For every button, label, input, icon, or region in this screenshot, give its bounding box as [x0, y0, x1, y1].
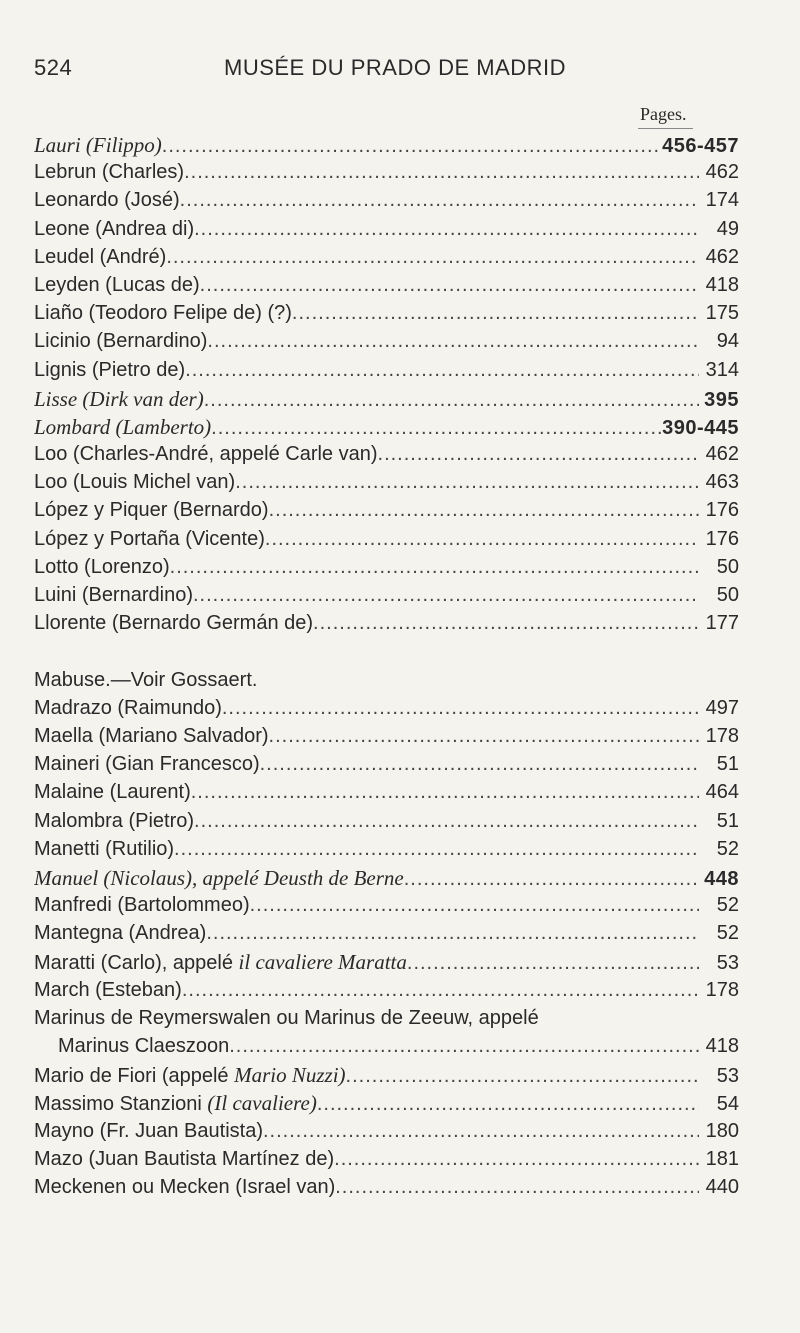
- page-number: 524: [34, 55, 73, 80]
- entry-name: Lotto (Lorenzo): [34, 555, 170, 578]
- index-entry: [34, 781, 739, 809]
- entry-name: [34, 1091, 317, 1116]
- index-entry: [34, 894, 739, 922]
- leader-dots: [407, 952, 699, 975]
- leader-dots: [180, 189, 699, 212]
- leader-dots: [378, 443, 699, 466]
- index-entry: [34, 443, 739, 471]
- entry-page: 314: [705, 358, 739, 381]
- entry-name: Manetti (Rutilio): [34, 837, 175, 860]
- entry-name: [34, 1063, 346, 1088]
- entry-name: Lisse (Dirk van der): [34, 386, 204, 411]
- entry-page: 94: [716, 330, 739, 353]
- entry-name: Maella (Mariano Salvador): [34, 724, 269, 747]
- entry-page: 181: [705, 1147, 739, 1170]
- entry-page: 50: [716, 584, 739, 606]
- entry-name: Maineri (Gian Francesco): [34, 753, 260, 776]
- index-entry: [34, 246, 739, 274]
- entry-page: 462: [705, 161, 739, 184]
- entry-page: 440: [705, 1175, 739, 1198]
- entry-page: 174: [705, 189, 739, 212]
- index-entry: [34, 161, 739, 189]
- leader-dots: [250, 894, 699, 917]
- entry-page: 390-445: [662, 416, 739, 439]
- leader-dots: [269, 725, 699, 748]
- index-entry: [34, 415, 739, 443]
- leader-dots: [313, 612, 699, 635]
- leader-dots: [235, 471, 699, 494]
- entry-name: Leudel (André): [34, 245, 167, 268]
- entry-name: Leone (Andrea di): [34, 217, 195, 240]
- leader-dots: [162, 135, 662, 158]
- entry-name-plain: Massimo Stanzioni: [34, 1093, 208, 1116]
- entry-page: 462: [705, 245, 739, 268]
- entry-name-italic: Mario Nuzzi): [234, 1063, 346, 1088]
- index-entry: [34, 189, 739, 217]
- leader-dots: [346, 1065, 699, 1088]
- entry-name: Leyden (Lucas de): [34, 273, 200, 296]
- index-entry: [34, 725, 739, 753]
- index-entry: [34, 330, 739, 358]
- leader-dots: [166, 246, 699, 269]
- index-entry: [34, 753, 739, 781]
- entry-page: 50: [716, 555, 739, 578]
- leader-dots: [207, 330, 699, 353]
- index-entry: [34, 387, 739, 415]
- index-entry: [34, 950, 739, 978]
- index-entry: [34, 359, 739, 387]
- index-entry-continuation: [34, 1035, 739, 1063]
- entry-name: Manuel (Nicolaus), appelé Deusth de Berne: [34, 865, 404, 890]
- leader-dots: [404, 868, 699, 891]
- leader-dots: [191, 781, 699, 804]
- entry-page: 464: [705, 781, 739, 804]
- index-entry: [34, 1091, 739, 1119]
- leader-dots: [194, 810, 699, 833]
- cross-reference-text: Mabuse.—Voir Gossaert.: [34, 668, 258, 691]
- entry-name: Llorente (Bernardo Germán de): [34, 612, 314, 635]
- index-entries: [34, 133, 739, 1204]
- entry-name: Lignis (Pietro de): [34, 358, 186, 381]
- page-header: [34, 55, 764, 95]
- entry-page: 54: [716, 1093, 739, 1116]
- entry-name: Loo (Charles-André, appelé Carle van): [34, 443, 378, 466]
- entry-page: 463: [705, 471, 739, 494]
- entry-page: 462: [705, 443, 739, 466]
- index-entry: [34, 1148, 739, 1176]
- entry-name: Malaine (Laurent): [34, 781, 191, 804]
- entry-page: 177: [705, 612, 739, 635]
- leader-dots: [269, 499, 699, 522]
- leader-dots: [182, 979, 699, 1002]
- entry-name: Loo (Louis Michel van): [34, 471, 236, 494]
- entry-page: 53: [716, 1065, 739, 1088]
- entry-name: Leonardo (José): [34, 189, 180, 212]
- entry-name: Madrazo (Raimundo): [34, 696, 222, 719]
- index-entry: [34, 302, 739, 330]
- leader-dots: [184, 161, 699, 184]
- leader-dots: [260, 753, 699, 776]
- entry-name: March (Esteban): [34, 978, 182, 1001]
- entry-page: 448: [704, 867, 739, 890]
- index-entry: [34, 528, 739, 556]
- index-entry: [34, 1176, 739, 1204]
- entry-page: 178: [705, 978, 739, 1001]
- leader-dots: [193, 584, 699, 607]
- entry-name: Malombra (Pietro): [34, 809, 195, 832]
- leader-dots: [170, 556, 699, 579]
- cross-reference: [34, 669, 739, 697]
- entry-name: Lauri (Filippo): [34, 133, 162, 157]
- entry-page: 175: [705, 302, 739, 325]
- entry-page: 53: [716, 952, 739, 975]
- entry-page: 497: [705, 696, 739, 719]
- index-group-l: [34, 133, 739, 640]
- index-entry: [34, 133, 739, 161]
- index-entry: [34, 274, 739, 302]
- entry-name-plain: Maratti (Carlo), appelé: [34, 952, 239, 975]
- index-entry: [34, 584, 739, 612]
- leader-dots: [317, 1093, 699, 1116]
- entry-page: 52: [716, 894, 739, 917]
- entry-name: López y Portaña (Vicente): [34, 527, 265, 550]
- index-entry: [34, 866, 739, 894]
- leader-dots: [335, 1176, 699, 1199]
- entry-name: López y Piquer (Bernardo): [34, 499, 269, 522]
- entry-name: Marinus Claeszoon: [58, 1035, 230, 1057]
- entry-page: 52: [716, 837, 739, 860]
- leader-dots: [194, 218, 699, 241]
- leader-dots: [204, 389, 699, 412]
- index-entry: [34, 1063, 739, 1091]
- entry-name: Luini (Bernardino): [34, 584, 193, 606]
- index-entry: [34, 838, 739, 866]
- index-group-m-continued: [34, 1063, 739, 1204]
- entry-page: 178: [705, 724, 739, 747]
- index-entry: [34, 697, 739, 725]
- entry-page: 395: [704, 388, 739, 411]
- entry-name: Meckenen ou Mecken (Israel van): [34, 1175, 336, 1198]
- entry-name: Mayno (Fr. Juan Bautista): [34, 1119, 263, 1142]
- entry-page: 418: [705, 273, 739, 296]
- leader-dots: [263, 1120, 699, 1143]
- entry-name: Licinio (Bernardino): [34, 330, 208, 353]
- index-group-m: [34, 697, 739, 1007]
- entry-page: 51: [716, 809, 739, 832]
- entry-page: 49: [716, 217, 739, 240]
- index-entry: [34, 922, 739, 950]
- entry-page: 456-457: [662, 135, 739, 157]
- entry-name: Liaño (Teodoro Felipe de) (?): [34, 302, 292, 325]
- entry-name: Lebrun (Charles): [34, 161, 185, 184]
- leader-dots: [265, 528, 699, 551]
- index-entry: [34, 499, 739, 527]
- index-entry: [34, 218, 739, 246]
- index-entry: [34, 556, 739, 584]
- entry-name-plain: Mario de Fiori (appelé: [34, 1065, 235, 1088]
- index-entry: [34, 979, 739, 1007]
- entry-name-italic: (Il cavaliere): [207, 1091, 317, 1116]
- entry-name: [34, 950, 407, 975]
- section-gap: [34, 640, 739, 668]
- index-entry: [34, 612, 739, 640]
- leader-dots: [185, 359, 699, 382]
- entry-page: 52: [716, 922, 739, 945]
- entry-name-italic: il cavaliere Maratta: [238, 950, 407, 975]
- entry-name: Lombard (Lamberto): [34, 414, 212, 439]
- index-entry-multiline: [34, 1007, 739, 1035]
- entry-page: 51: [716, 753, 739, 776]
- entry-name: Manfredi (Bartolommeo): [34, 894, 250, 917]
- leader-dots: [174, 838, 699, 861]
- leader-dots: [211, 417, 662, 440]
- running-title: MUSÉE DU PRADO DE MADRID: [224, 55, 567, 80]
- entry-page: 176: [705, 499, 739, 522]
- leader-dots: [229, 1035, 699, 1058]
- entry-page: 180: [705, 1119, 739, 1142]
- leader-dots: [200, 274, 699, 297]
- entry-name: Mantegna (Andrea): [34, 922, 207, 945]
- entry-page: 176: [705, 527, 739, 550]
- leader-dots: [292, 302, 699, 325]
- entry-name: Marinus de Reymerswalen ou Marinus de Zeeuw, appelé: [34, 1006, 539, 1029]
- index-entry: [34, 471, 739, 499]
- leader-dots: [222, 697, 699, 720]
- leader-dots: [334, 1148, 699, 1171]
- entry-name: Mazo (Juan Bautista Martínez de): [34, 1147, 335, 1170]
- index-entry: [34, 1120, 739, 1148]
- pages-column-label: Pages.: [640, 104, 687, 124]
- index-entry: [34, 810, 739, 838]
- leader-dots: [206, 922, 699, 945]
- entry-page: 418: [705, 1035, 739, 1057]
